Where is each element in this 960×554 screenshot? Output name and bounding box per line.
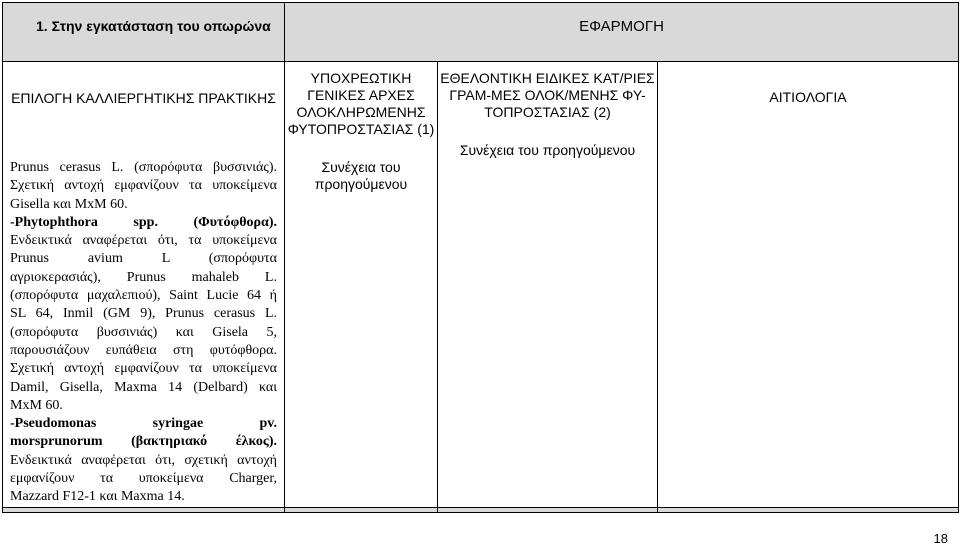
body-line: παρουσιάζουν ευπάθεια στη φυτόφθορα. [10,342,277,358]
body-line: Ενδεικτικά αναφέρεται ότι, σχετική αντοχή [10,452,277,468]
body-line: MxM 60. [10,397,63,413]
justification-column [658,62,959,508]
body-line: Prunus avium L (σπορόφυτα [10,251,277,267]
footer-row-cell [3,507,285,512]
body-line: (σπορόφυτα βυσσινιάς) και Gisela 5, [10,324,277,340]
voluntary-continuation: Συνέχεια του προηγούμενου [459,142,636,158]
practice-choice-body [3,159,284,507]
footer-row-cell [285,507,438,512]
body-line: αγριοκερασιάς), Prunus mahaleb L. [10,269,277,285]
body-line: SL 64, Inmil (GM 9), Prunus cerasus L. [10,306,277,322]
practice-table [2,2,959,513]
body-line: -Pseudomonas syringae pv. [10,416,277,432]
body-line: Prunus cerasus L. (σπορόφυτα βυσσινιάς). [10,160,277,175]
application-header-text: ΕΦΑΡΜΟΓΗ [579,18,664,35]
body-line: (σπορόφυτα μαχαλεπιού), Saint Lucie 64 ή [10,288,277,304]
body-line: Σχετική αντοχή εμφανίζουν τα υποκείμενα [10,178,277,194]
body-line: Σχετική αντοχή εμφανίζουν τα υποκείμενα [10,361,277,377]
body-line: Damil, Gisella, Maxma 14 (Delbard) και [10,379,277,395]
page-number: 18 [933,531,948,546]
mandatory-continuation: Συνέχεια του προηγούμενου [314,159,408,192]
mandatory-header: ΥΠΟΧΡΕΩΤΙΚΗ ΓΕΝΙΚΕΣ ΑΡΧΕΣ ΟΛΟΚΛΗΡΩΜΕΝΗΣ ΦΥΤΟΠΡΟΣΤΑΣΙΑΣ (1) [287,70,435,137]
voluntary-header: ΕΘΕΛΟΝΤΙΚΗ ΕΙΔΙΚΕΣ ΚΑΤ/ΡΙΕΣ ΓΡΑΜ-ΜΕΣ ΟΛΟΚ/ΜΕΝΗΣ ΦΥ-ΤΟΠΡΟΣΤΑΣΙΑΣ (2) [440,70,655,120]
body-line: εμφανίζουν τα υποκείμενα Charger, [10,471,277,487]
voluntary-column [438,62,658,508]
practice-choice-header: ΕΠΙΛΟΓΗ ΚΑΛΛΙΕΡΓΗΤΙΚΗΣ ΠΡΑΚΤΙΚΗΣ [11,90,276,106]
mandatory-column [285,62,438,508]
body-line: Mazzard F12-1 και Maxma 14. [10,489,185,505]
section-title [3,3,285,62]
body-line: Ενδεικτικά αναφέρεται ότι, τα υποκείμενα [10,233,277,249]
footer-row-cell [438,507,658,512]
footer-row-cell [658,507,959,512]
body-line: -Phytophthora spp. (Φυτόφθορα). [10,214,277,230]
justification-header: ΑΙΤΙΟΛΟΓΙΑ [769,89,847,105]
section-title-text: 1. Στην εγκατάσταση του οπωρώνα [36,18,271,34]
practice-choice-column [3,62,285,508]
application-header [285,3,959,62]
body-line: Gisella και MxM 60. [10,196,128,212]
body-line: morsprunorum (βακτηριακό έλκος). [10,434,277,450]
